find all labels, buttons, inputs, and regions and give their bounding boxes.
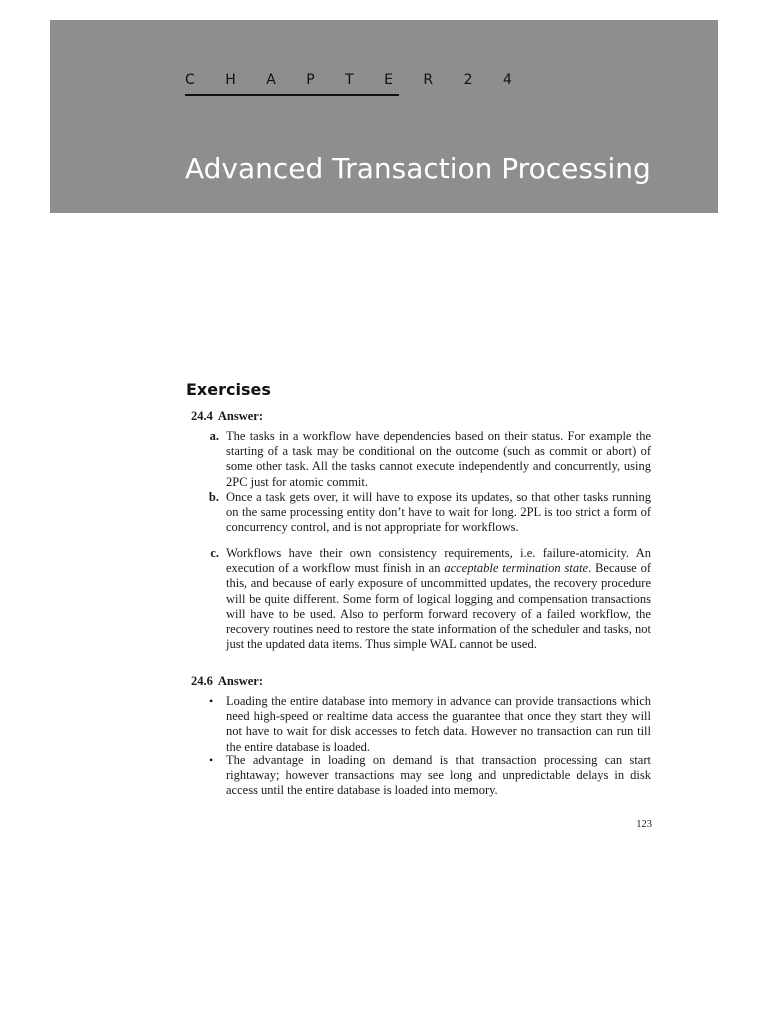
answer-label: Answer: [217,409,264,423]
list-marker: b. [208,490,219,504]
chapter-banner [50,20,718,213]
chapter-title: Advanced Transaction Processing [185,152,651,185]
bullet-icon: • [209,694,214,708]
section-heading: Exercises [186,380,271,399]
exercise-number: 24.4 [191,409,213,423]
list-item [209,694,651,755]
list-item-text [226,546,651,651]
bullet-icon: • [209,753,214,767]
list-item-text: Once a task gets over, it will have to expose its updates, so that other tasks running on the same processing entity don’t have to wait for long. 2PL is too strict a form of concurrency control, and is not appropriate for workflows. [226,490,651,535]
chapter-underline [185,94,399,96]
answer-label: Answer: [217,674,264,688]
chapter-label: C H A P T E R 2 4 [185,72,525,88]
list-item [209,753,651,799]
list-item-text: Loading the entire database into memory in advance can provide transactions which need high-speed or realtime data access the guarantee that once they start they will not have to wait for disk accesses to fetch data. However no transaction can run till the entire database is loaded. [226,694,651,754]
list-item [208,490,651,536]
list-item-text: The advantage in loading on demand is that transaction processing can start rightaway; however transactions may see long and unpredictable delays in disk access until the entire database is loaded into memory. [226,753,651,798]
text-segment: . Because of this, and because of early exposure of uncommitted updates, the recovery procedure will be quite different. Some form of logical logging and compensation transactions will have to be used. Also to perform forward recovery of a failed workflow, the recovery routines need to restore the state information of the scheduler and tasks, not just the updated data items. Thus simple WAL cannot be used. [226,561,652,652]
exercise-heading [191,409,263,424]
list-item-text: The tasks in a workflow have dependencies based on their status. For example the starting of a task may be conditional on the outcome (such as commit or abort) of some other task. All the tasks cannot execute independently and concurrently, using 2PC just for atomic commit. [226,429,651,489]
list-marker: c. [210,546,219,560]
list-item [210,546,652,652]
emphasized-term: acceptable termination state [444,561,589,576]
list-item [209,429,651,490]
page-number: 123 [636,819,652,830]
exercise-heading [191,674,263,689]
exercise-number: 24.6 [191,674,213,688]
text-segment: Workflows have their own consistency requirements, i.e. failure-atomicity. An execution of a workflow must finish in an [226,546,651,576]
list-marker: a. [209,429,219,443]
